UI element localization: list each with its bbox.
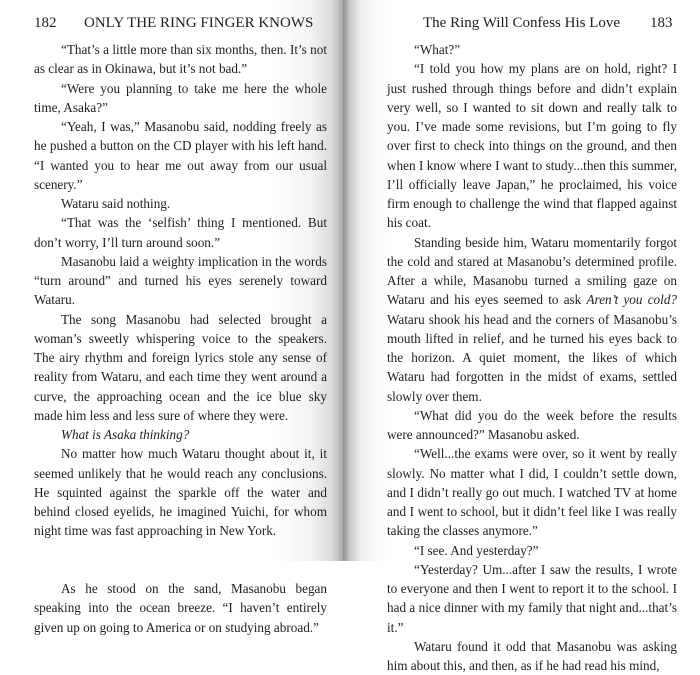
right-page-number: 183 xyxy=(650,15,673,31)
right-running-head: The Ring Will Confess His Love xyxy=(423,15,621,31)
paragraph: The song Masanobu had selected brought a woman’s sweetly whispering voice to the speakers. The airy rhythm and foreign lyrics stole any sense of reality from Wataru, and each time they went around a curve, the approaching ocean and the ice blue sky made him less and less sure of where they were. xyxy=(34,311,327,423)
paragraph: “I see. And yesterday?” xyxy=(414,542,539,558)
left-page xyxy=(0,0,343,635)
paragraph-italic-thought xyxy=(34,425,327,444)
right-page xyxy=(343,0,700,673)
paragraph-text: Standing beside him, Wataru momentarily forgot the cold and stared at Masanobu’s determined profile. After a while, Masanobu turned a smiling gaze on Wataru and his eyes seemed to ask xyxy=(387,234,677,308)
paragraph: “Well...the exams were over, so it went by really slowly. No matter what I did, I couldn’t settle down, and I didn’t really go out much. I watched TV at home and I went to school, but it didn’t feel like I was really taking the classes anymore.” xyxy=(387,446,677,539)
right-page-body xyxy=(387,40,677,675)
italic-thought: What is Asaka thinking? xyxy=(61,427,190,442)
left-page-body xyxy=(34,40,327,637)
paragraph: “Yeah, I was,” Masanobu said, nodding freely as he pushed a button on the CD player with his left hand. “I wanted you to hear me out away from our usual scenery.” xyxy=(34,119,327,192)
paragraph: Wataru found it odd that Masanobu was asking him about this, and then, as if he had read his mind, xyxy=(387,638,677,673)
paragraph: No matter how much Wataru thought about it, it seemed unlikely that he would reach any conclusions. He squinted against the sparkle off the water and behind closed eyelids, he imagined Yuichi, for whom night time was fast approaching in New York. xyxy=(34,446,327,539)
paragraph-text: Wataru shook his head and the corners of Masanobu’s mouth lifted in relief, and he turned his eyes back to the horizon. A quiet moment, the likes of which Wataru had forgotten in the midst of exams, settled slowly over them. xyxy=(387,311,677,404)
paragraph: “What?” xyxy=(414,42,461,57)
paragraph: “What did you do the week before the results were announced?” Masanobu asked. xyxy=(387,407,677,442)
paragraph: “That’s a little more than six months, then. It’s not as clear as in Okinawa, but it’s not bad.” xyxy=(34,42,327,77)
left-running-head: ONLY THE RING FINGER KNOWS xyxy=(84,15,314,31)
paragraph: Masanobu laid a weighty implication in the words “turn around” and turned his eyes serenely toward Wataru. xyxy=(34,253,327,308)
paragraph: “That was the ‘selfish’ thing I mentioned. But don’t worry, I’ll turn around soon.” xyxy=(34,215,327,250)
left-page-number: 182 xyxy=(34,15,57,31)
italic-thought: Aren’t you cold? xyxy=(586,292,678,308)
paragraph: “Yesterday? Um...after I saw the results, I wrote to everyone and then I went to report it to the school. I had a nice dinner with my family that night and...that’s it.” xyxy=(387,561,677,635)
paragraph xyxy=(387,233,677,406)
paragraph: Wataru said nothing. xyxy=(61,196,171,211)
paragraph: “Were you planning to take me here the whole time, Asaka?” xyxy=(34,80,327,115)
paragraph: As he stood on the sand, Masanobu began speaking into the ocean breeze. “I haven’t entirely given up on going to America or on studying abroad.” xyxy=(34,581,327,635)
paragraph: “I told you how my plans are on hold, right? I just rushed through things before and didn’t explain very well, so I wanted to sit down and really talk to you. I’ve made some revisions, but I’m going to fly over first to check into things on the ground, and then when I know where I want to study...then this summer, I’ll officially leave Japan,” he proclaimed, his voice firm enough to challenge the wind that flapped against his coat. xyxy=(387,61,677,231)
